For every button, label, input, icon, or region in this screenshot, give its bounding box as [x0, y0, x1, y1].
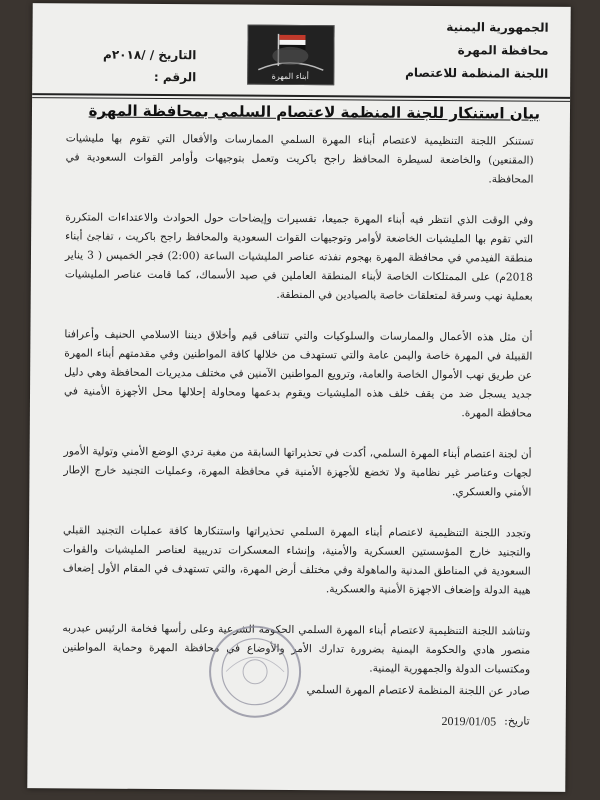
- closing-block: [306, 675, 530, 737]
- title-bar: [32, 89, 570, 123]
- issuer-line-governorate: محافظة المهرة: [457, 43, 549, 58]
- flag-emblem-icon: [248, 26, 333, 85]
- closing-date-row: [306, 705, 530, 737]
- issuer-block: [388, 16, 548, 86]
- closing-date-label: تاريخ:: [504, 714, 530, 728]
- paragraph-1: تستنكر اللجنة التنظيمية لاعتصام أبناء المهرة السلمي الممارسات والأفعال التي تقوم بها مليشيات (المقنعين) والخاضعة لسيطرة المحافظ راجح باكريت وتعمل بتوجيهات وأوامر القوات السعودية في المحافظة.: [65, 132, 534, 186]
- paragraph-4: أن لجنة اعتصام أبناء المهرة السلمي، أكدت في تحذيراتها السابقة من مغبة تردي الوضع الأمني وتولية الأمور لجهات وعناصر غير نظامية ولا تخضع للأجهزة الأمنية في محافظة المهرة، وعمليات التجنيد خارج الإطار الأمني والعسكري.: [63, 445, 532, 499]
- document-page: [27, 3, 570, 792]
- issuer-line-committee: اللجنة المنظمة للاعتصام: [405, 65, 549, 81]
- committee-logo: [247, 25, 334, 86]
- ref-label: الرقم :: [153, 69, 197, 85]
- logo-caption: أبناء المهرة: [271, 71, 309, 82]
- paragraph-6: وتناشد اللجنة التنظيمية لاعتصام أبناء المهرة السلمي الحكومة الشرعية وعلى رأسها فخامة الرئيس عبدربه منصور هادي والحكومة اليمنية بضرورة تدارك الأمر والأوضاع في محافظة المهرة وحماية المواطنين ومكتسبات الدولة والجمهورية اليمنية.: [62, 622, 531, 676]
- document-title: بيان استنكار للجنة المنظمة لاعتصام السلمي بمحافظة المهرة: [88, 101, 541, 123]
- date-ref-block: [66, 43, 196, 88]
- paragraph-5: وتجدد اللجنة التنظيمية لاعتصام أبناء المهرة السلمي تحذيراتها واستنكارها كافة عمليات التجنيد القبلي والتجنيد خارج المؤسستين العسكرية والأمنية، وإنشاء المعسكرات تدريبية لعناصر المليشيات والقوات السعودية في المناطق المدنية والماهولة وفي مختلف أرض المهرة، والتي تستهدف في المقام الأول إضعاف هيبة الدولة وإضعاف الاجهزة الأمنية والعسكرية.: [62, 524, 532, 597]
- date-label: التاريخ / /٢٠١٨م: [103, 47, 197, 63]
- paragraph-2: وفي الوقت الذي انتظر فيه أبناء المهرة جميعا، تفسيرات وإيضاحات حول الحوادث والاعتداءات المتكررة التي تقوم بها المليشيات الخاضعة لأوامر وتوجيهات القوات السعودية والمحافظ راجح باكريت ، تفاجئ أبناء منطقة الفيدمي في محافظة المهرة بهجوم نفذته عناصر المليشيات الساعة (2:00) فجر الخميس ( 3 يناير 2018م) على الممتلكات الخاصة لأبناء المنطقة العاملين في صيد الأسماك، كما قامت عناصر المليشيات بعملية نهب وسرقة لمتعلقات خاصة بالصيادين في المنطقة.: [64, 211, 534, 303]
- issued-by: صادر عن اللجنة المنظمة لاعتصام المهرة السلمي: [306, 683, 531, 698]
- paragraph-3: أن مثل هذه الأعمال والممارسات والسلوكيات والتي تتنافى قيم وأخلاق ديننا الاسلامي الحنيف وأعرافنا القبيلة في المهرة خاصة واليمن عامة والتي تستهدف من خلالها كافة المواطنين وفي مقدمتهم أبناء المهرة عن طريق نهب الأموال الخاصة والعامة، وترويع المواطنين الآمنين في مختلف مديريات المحافظة وهي دليل جديد يسجل ضد من يقف خلف هذه المليشيات ويقوم بدعمها ومحاولة إحلالها محل الأجهزة الأمنية في محافظة المهرة.: [63, 328, 533, 420]
- issuer-line-country: الجمهورية اليمنية: [446, 20, 549, 35]
- statement-body: [62, 129, 534, 701]
- round-official-stamp-icon: [206, 622, 305, 721]
- closing-date-value: 2019/01/05: [441, 714, 497, 729]
